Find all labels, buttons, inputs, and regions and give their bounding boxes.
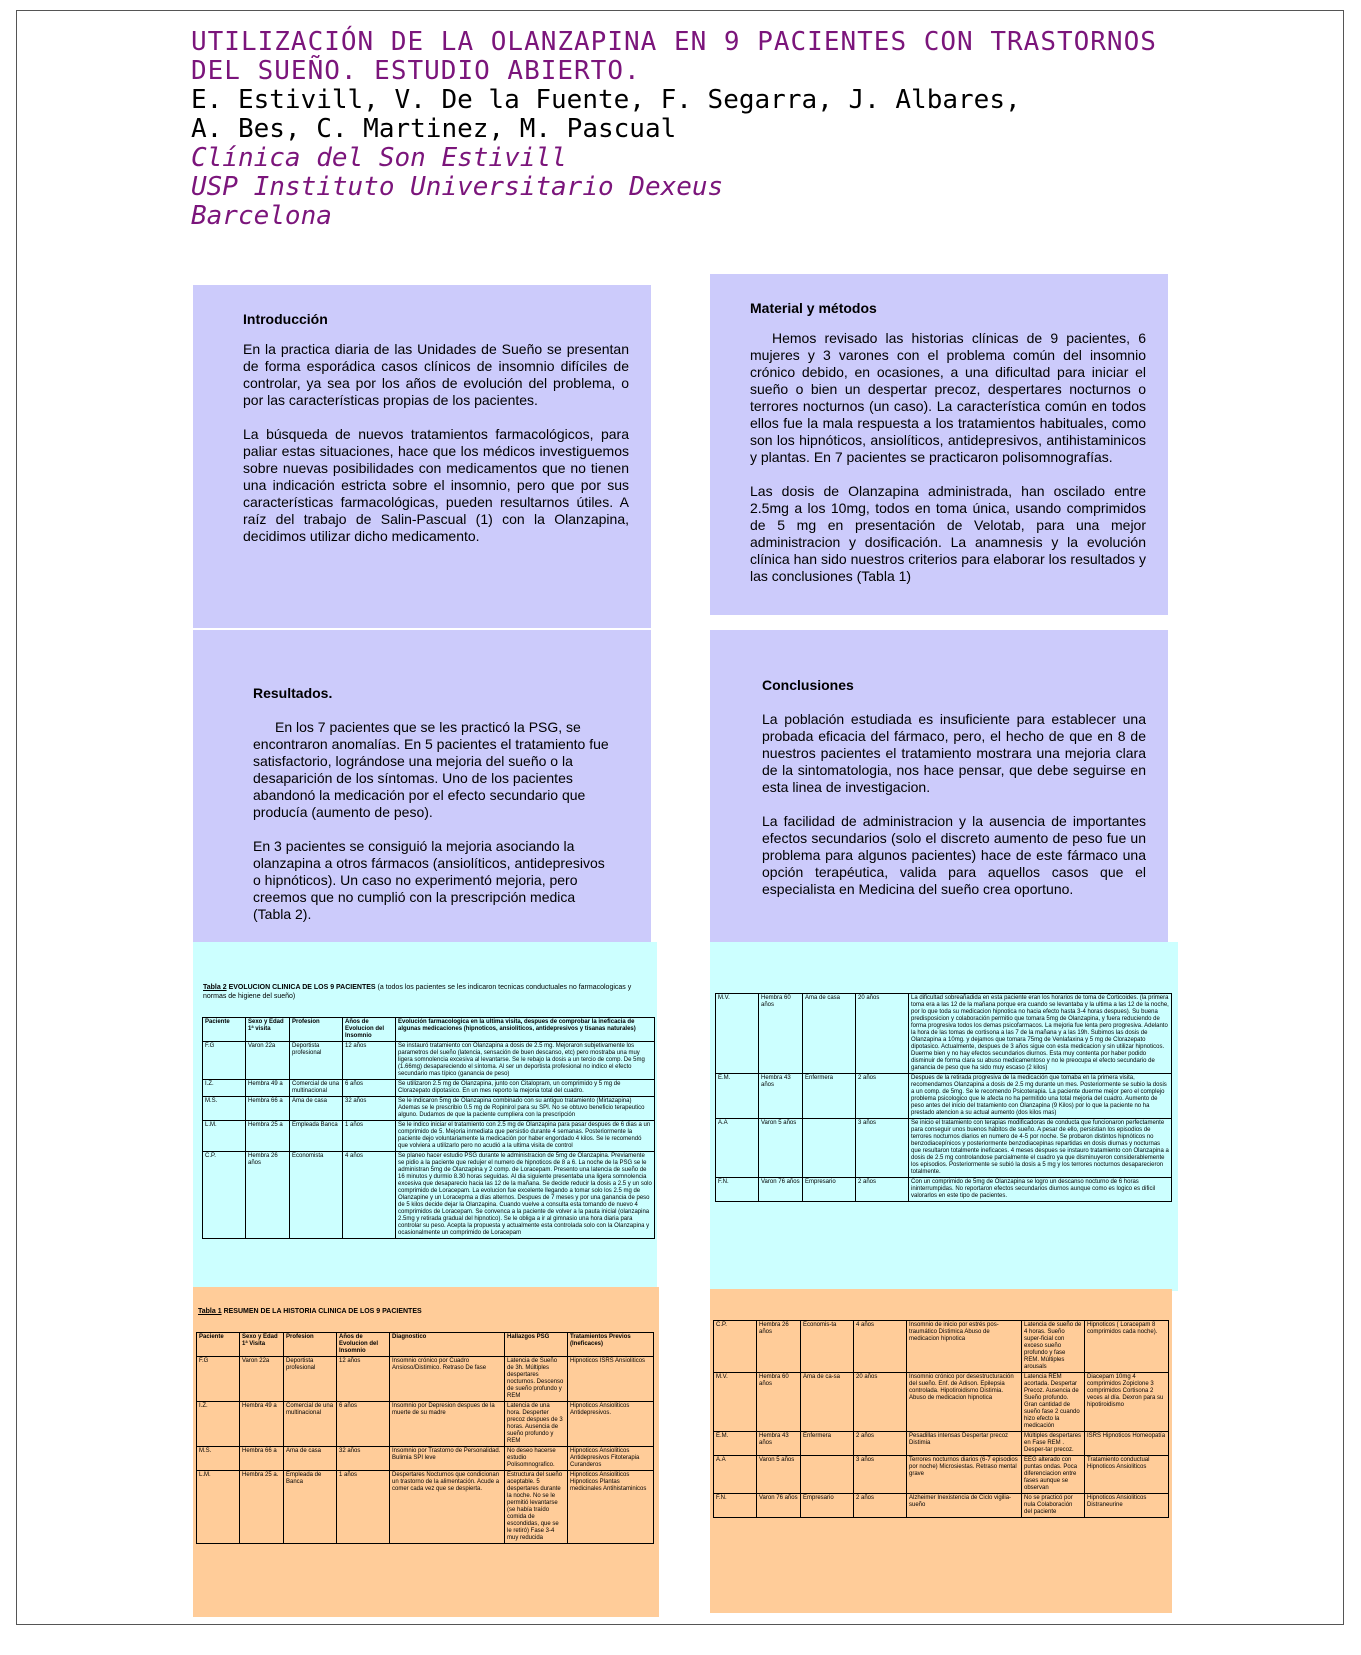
table-cell: Empleada Banca: [290, 1121, 343, 1152]
table-cell: C.P.: [714, 1321, 757, 1373]
results-box: [193, 630, 651, 942]
table-cell: F.N.: [716, 1178, 759, 1202]
table-cell: 1 años: [343, 1121, 396, 1152]
table-row: [716, 994, 1172, 1074]
tabla2-continued-body: [716, 994, 1172, 1202]
tabla1-header: Hallazgos PSG: [505, 1333, 568, 1357]
tabla2-body: [203, 1042, 655, 1239]
table-cell: 3 años: [854, 1456, 907, 1494]
table-cell: M.S.: [203, 1097, 246, 1121]
table-row: [203, 1152, 655, 1239]
methods-p1: Hemos revisado las historias clínicas de 9 pacientes, 6 mujeres y 3 varones con el problema común del insomnio crónico debido, en ocasiones, a una dificultad para iniciar el sueño o bien un despertar precoz, despertares nocturnos o terrores nocturnos (un caso). La característica común en todos ellos fue la mala respuesta a los tratamientos habituales, como son los hipnóticos, ansiolíticos, antidepresivos, antihistaminicos y plantas. En 7 pacientes se practicaron polisomnografías.: [750, 330, 1146, 465]
table-cell: ISRS Hipnoticos Homeopatía: [1085, 1432, 1169, 1456]
table-cell: F.N.: [714, 1494, 757, 1518]
table-cell: E.M.: [716, 1074, 759, 1119]
table-cell: Insomnio de inicio por estrés pos-traumático Distimica Abuso de medicacion hipnotica: [907, 1321, 1022, 1373]
table-cell: Hipnoticos ISRS Ansioliticos: [568, 1357, 654, 1402]
table-cell: Empresario: [803, 1178, 856, 1202]
table-cell: 4 años: [343, 1152, 396, 1239]
table-cell: Hipnoticos Ansioliticos Antidepresivos Fitoterapia Curanderos: [568, 1447, 654, 1471]
table-cell: Latencia de Sueño de 3h. Múltiples despertares nocturnos. Descenso de sueño profundo y REM: [505, 1357, 568, 1402]
table-cell: Se instauró tratamiento con Olanzapina a dosis de 2.5 mg. Mejoraron subjetivamente los parametros del sueño (latencia, sensación de buen descanso, etc) pero mostraba una muy ligera somnolencia excesiva al levantarse. Se le rebajo la dosis a un tercio de comp. De 5mg (1.66mg) desapareciendo el síntoma. Al ser un deportista profesional no indico el efecto secundario mas típico (ganancia de peso): [396, 1042, 655, 1080]
table-cell: Ama de ca-sa: [801, 1373, 854, 1432]
institution-1: Clínica del Son Estivill: [191, 143, 567, 173]
table-cell: Hembra 60 años: [759, 994, 803, 1074]
conclusions-p2: La facilidad de administracion y la ausencia de importantes efectos secundarios (solo el discreto aumento de peso fue un problema para algunos pacientes) hace de este fármaco una opción terapéutica, valida para aquellos casos que el especialista en Medicina del sueño crea oportuno.: [762, 813, 1146, 897]
table-cell: A.A: [714, 1456, 757, 1494]
table-cell: Ama de casa: [290, 1097, 343, 1121]
table-cell: Hembra 60 años: [757, 1373, 801, 1432]
table-cell: Comercial de una multinacional: [290, 1080, 343, 1097]
table-cell: Hembra 66 a: [246, 1097, 290, 1121]
table-cell: Insomnio por Depresion despues de la muerte de su madre: [390, 1402, 505, 1447]
tabla1-header: Sexo y Edad 1ª Visita: [240, 1333, 284, 1357]
table-cell: 20 años: [854, 1373, 907, 1432]
table-row: [197, 1402, 654, 1447]
results-p1: En los 7 pacientes que se les practicó la PSG, se encontraron anomalías. En 5 pacientes el tratamiento fue satisfactorio, lográndose una mejoria del sueño o la desaparición de los síntomas. Uno de los pacientes abandonó la medicación por el efecto secundario que producía (aumento de peso).: [253, 719, 609, 820]
results-heading: Resultados.: [253, 685, 333, 701]
tabla2-note: (a todos los pacientes se les indicaron tecnicas conductuales no farmacologicas y normas de higiene del sueño): [203, 984, 632, 1000]
table-cell: Hipnoticos Ansioliticos Hipnoticos Plantas medicinales Antihistaminicos: [568, 1471, 654, 1544]
tabla1-header: Profesion: [284, 1333, 337, 1357]
conclusions-p1: La población estudiada es insuficiente para establecer una probada eficacia del fármaco, pero, el hecho de que en 8 de nuestros pacientes el tratamiento mostrara una mejoria clara de la sintomatologia, nos hace pensar, que debe seguirse en esta linea de investigacion.: [762, 711, 1146, 795]
table-cell: Ama de casa: [284, 1447, 337, 1471]
table-row: [203, 1042, 655, 1080]
methods-p2: Las dosis de Olanzapina administrada, han oscilado entre 2.5mg a los 10mg, todos en toma única, usando comprimidos de 5 mg en presentación de Velotab, para una mejor administracion y dosificación. La anamnesis y la evolución clínica han sido nuestros criterios para elaborar los resultados y las conclusiones (Tabla 1): [750, 483, 1146, 584]
table-cell: [801, 1456, 854, 1494]
table-cell: Insomnio por Trastorno de Personalidad. Bulimia SPI leve: [390, 1447, 505, 1471]
table-cell: Economista: [290, 1152, 343, 1239]
table-row: [714, 1321, 1169, 1373]
table-cell: Economis-ta: [801, 1321, 854, 1373]
poster-header: [191, 28, 1157, 231]
table-cell: EEG alterado con puntas ondas. Poca diferenciacion entre fases aunque se observan: [1022, 1456, 1085, 1494]
table-cell: 6 años: [337, 1402, 390, 1447]
table-cell: 20 años: [856, 994, 909, 1074]
table-cell: I.Z.: [203, 1080, 246, 1097]
table-cell: Varon 22a: [246, 1042, 290, 1080]
table-row: [716, 1119, 1172, 1178]
table-cell: Hembra 66 a: [240, 1447, 284, 1471]
table-cell: Hipnoticos Ansioliticos Antidepresivos.: [568, 1402, 654, 1447]
table-cell: Múltiples despertares en Fase REM . Desper-tar precoz.: [1022, 1432, 1085, 1456]
table-row: [716, 1074, 1172, 1119]
table-cell: 32 años: [337, 1447, 390, 1471]
authors-line-1: E. Estivill, V. De la Fuente, F. Segarra, J. Albares,: [191, 85, 1021, 115]
table-row: [203, 1080, 655, 1097]
table-cell: F.G: [197, 1357, 240, 1402]
table-cell: M.S.: [197, 1447, 240, 1471]
tabla2-header: Años de Evolucion del Insomnio: [343, 1018, 396, 1042]
table-cell: Deportista profesional: [284, 1357, 337, 1402]
tabla2-caption: [203, 983, 655, 1001]
table-cell: Estructura del sueño aceptable. 5 despertares durante la noche. No se le permitió levantarse (se había traído comida de escondidas, que se le retiró) Fase 3-4 muy reducida: [505, 1471, 568, 1544]
table-cell: Terrores nocturnos diarios (6-7 episodios por noche) Microsiestas. Retraso mental grave: [907, 1456, 1022, 1494]
table-cell: Con un comprimido de 5mg de Olanzapina se logro un descanso nocturno de 6 horas ininterrumpidas. No reportaron efectos secundarios diurnos aunque como es logico es dificil valorarlos en este tipo de pacientes.: [909, 1178, 1172, 1202]
table-cell: A.A: [716, 1119, 759, 1178]
institution-3: Barcelona: [191, 201, 332, 231]
table-cell: Insomnio crónico por desestructuración del sueño. Enf. de Adison. Epilepsia controlada. Hipotiroidismo Distimia. Abuso de medicacion hipnotica: [907, 1373, 1022, 1432]
table-cell: L.M.: [203, 1121, 246, 1152]
table-cell: [803, 1119, 856, 1178]
tabla1-continued-body: [714, 1321, 1169, 1518]
table-cell: Varon 5 años: [759, 1119, 803, 1178]
methods-box: [710, 274, 1168, 615]
table-cell: 2 años: [856, 1178, 909, 1202]
table-row: [716, 1178, 1172, 1202]
table-cell: Hipnoticos Ansioliticos Distraneurine: [1085, 1494, 1169, 1518]
tabla1-caption: [198, 1307, 648, 1316]
intro-p1: En la practica diaria de las Unidades de Sueño se presentan de forma esporádica casos clínicos de insomnio difíciles de controlar, ya sea por los años de evolución del problema, o por las características propias de los pacientes.: [243, 341, 629, 408]
table-cell: Hembra 26 años: [246, 1152, 290, 1239]
tabla1-continued-table: [713, 1320, 1169, 1518]
tabla2-continued-table: [715, 993, 1172, 1202]
table-cell: Hipnoticos ( Loracepam 8 comprimidos cada noche).: [1085, 1321, 1169, 1373]
table-cell: Latencia de sueño de 4 horas. Sueño super-ficial con exceso sueño profundo y fase REM. Múltiples arousals: [1022, 1321, 1085, 1373]
table-cell: Deportista profesional: [290, 1042, 343, 1080]
tabla2-header: Evolución farmacologica en la ultima visita, despues de comprobar la ineficacia de algunas medicaciones (hipnoticos, ansioliticos, antidepresivos y tisanas naturales): [396, 1018, 655, 1042]
table-cell: 4 años: [854, 1321, 907, 1373]
table-cell: Varon 76 años: [759, 1178, 803, 1202]
tabla2-header: Paciente: [203, 1018, 246, 1042]
tabla2-header: Sexo y Edad 1ª visita: [246, 1018, 290, 1042]
table-cell: Enfermera: [801, 1432, 854, 1456]
tabla2-title: EVOLUCION CLINICA DE LOS 9 PACIENTES: [228, 984, 376, 991]
table-cell: No se practicó por nula Colaboración del paciente: [1022, 1494, 1085, 1518]
table-cell: Tratamiento conductual Hipnoticos Ansioliticos: [1085, 1456, 1169, 1494]
table-row: [714, 1494, 1169, 1518]
tabla1-label: Tabla 1: [198, 1308, 222, 1315]
tabla1-title: RESUMEN DE LA HISTORIA CLINICA DE LOS 9 PACIENTES: [223, 1308, 422, 1315]
tabla2-label: Tabla 2: [203, 984, 227, 991]
table-cell: Varon 5 años: [757, 1456, 801, 1494]
table-cell: Se planeo hacer estudio PSG durante le administracion de 5mg de Olanzapina. Previamente se pidio a la paciente que redujer el numero de hipnoticos de 8 a 6. La noche de la PSG se le administran 5mg de Olanzapina y 2 comp. de Loracepam. Presento una latencia de sueño de 16 minutos y durmio 8.30 horas seguidas. Al dia siguiente presentaba una ligera somnolencia excesiva que desaparecio hacia las 12 de la mañana. Se decide reducir la dosis a 2.5 y un solo comprimido de Loracepam. La evolucion fue excelente llegando a tomar solo los 2.5 mg de Olanzapine y un Loracepma a días alternos. Despues de 7 meses y por una ganancia de peso de 5 kilos decide dejar la Olanzapina. Cuando vuelve a consulta esta tomando de nuevo 4 comprimidos de Loracepam. Se convenca a la paciente de volver a la pauta inicial (olanzapina 2.5mg y retirada gradual del hipnotico). Se le obliga a ir al gimnasio una hora diaria para controlar su peso. Acepta la propuesta y actualmente esta controlada solo con la Olanzapina y ocasionalmente un comprimido de Loracepam: [396, 1152, 655, 1239]
table-cell: Varon 76 años: [757, 1494, 801, 1518]
table-cell: Hembra 49 a: [240, 1402, 284, 1447]
tabla2-header-row: [203, 1018, 655, 1042]
methods-heading: Material y métodos: [750, 300, 877, 316]
conclusions-heading: Conclusiones: [762, 677, 854, 693]
intro-p2: La búsqueda de nuevos tratamientos farmacológicos, para paliar estas situaciones, hace que los médicos investiguemos sobre nuevas posibilidades con medicamentos que no tienen una indicación estricta sobre el insomnio, pero que por sus características farmacológicas, pueden resultarnos útiles. A raíz del trabajo de Salin-Pascual (1) con la Olanzapina, decidimos utilizar dicho medicamento.: [243, 426, 629, 544]
table-cell: Ama de casa: [803, 994, 856, 1074]
table-cell: E.M.: [714, 1432, 757, 1456]
table-row: [714, 1432, 1169, 1456]
tabla1-table: [196, 1332, 654, 1544]
table-cell: M.V.: [716, 994, 759, 1074]
table-cell: Empleada de Banca: [284, 1471, 337, 1544]
table-cell: Despertares Nocturnos que condicionan un trastorno de la alimentación. Acude a comer cada vez que se despierta.: [390, 1471, 505, 1544]
tabla1-header: Diagnostico: [390, 1333, 505, 1357]
table-cell: Pesadillas intensas Despertar precoz Distimia: [907, 1432, 1022, 1456]
institution-2: USP Instituto Universitario Dexeus: [191, 172, 724, 202]
conclusions-box: [710, 630, 1168, 942]
results-p2: En 3 pacientes se consiguió la mejoria asociando la olanzapina a otros fármacos (ansiolíticos, antidepresivos o hipnóticos). Un caso no experimentó mejoria, pero creemos que no cumplió con la prescripción medica (Tabla 2).: [253, 838, 605, 922]
table-row: [714, 1456, 1169, 1494]
table-cell: 2 años: [856, 1074, 909, 1119]
table-cell: Latencia de una hora. Desperter precoz despues de 3 horas. Ausencia de sueño profundo y REM: [505, 1402, 568, 1447]
table-cell: 6 años: [343, 1080, 396, 1097]
tabla1-header-row: [197, 1333, 654, 1357]
tabla2-table: [202, 1017, 655, 1239]
table-cell: Insomnio crónico por Cuadro Ansioso/Distimico. Retraso De fase: [390, 1357, 505, 1402]
table-cell: Hembra 43 años: [757, 1432, 801, 1456]
table-row: [714, 1373, 1169, 1432]
table-cell: 12 años: [343, 1042, 396, 1080]
table-cell: Se inicio el tratamiento con terapias modificadoras de conducta que funcionaron perfectamente para conseguir unos buenos hábitos de sueño. A pesar de ello, persistian los episodios de terrores nocturnos diarios en numero de 4-5 por noche. Se probaron distintos hipnóticos no benzodiacepínicos y posteriormente benzodiacepinas repartidas en dosis diurnas y nocturnas que resultaron totalmente ineficaces. 4 meses despues se instauro tratamiento con Olanzapina a dosis de 2.5 mg controlandose parcialmente el cuadro ya que disminuyeron considerablemente los episodios. Posteriormente se subió la dosis a 5 mg y los terrores nocturnos desaparecieron totalmente.: [909, 1119, 1172, 1178]
table-cell: Se le indico iniciar el tratamiento con 2.5 mg de Olanzapina para pasar despues de 6 dias a un comprimido de 5. Mejoria inmediata que persistio durante 4 semanas. Posteriormente la paciente dejo voluntariamente la medicación por haber engordado 4 kilos. Se le recomendó que volviera a utilizarlo pero no acudió a la ultima visita de control: [396, 1121, 655, 1152]
title-line-2: DEL SUEÑO. ESTUDIO ABIERTO.: [191, 56, 641, 86]
table-cell: Varon 22a: [240, 1357, 284, 1402]
table-cell: Hembra 25 a.: [240, 1471, 284, 1544]
table-cell: No deseo hacerse estudio Polisomnografico.: [505, 1447, 568, 1471]
table-cell: Se utilizaron 2.5 mg de Olanzapina, junto con Citalopram, un comprimido y 5 mg de Clorazepato dipotasico. En un mes reporto la mejoria total del cuadro.: [396, 1080, 655, 1097]
table-row: [203, 1121, 655, 1152]
table-cell: Alzheimer Inexistencia de Ciclo vigilia-sueño: [907, 1494, 1022, 1518]
table-cell: 2 años: [854, 1432, 907, 1456]
table-cell: Enfermera: [803, 1074, 856, 1119]
table-cell: Hembra 43 años: [759, 1074, 803, 1119]
table-cell: Hembra 25 a: [246, 1121, 290, 1152]
intro-box: [193, 285, 651, 628]
table-cell: Despues de la retirada progresiva de la medicación que tomaba en la primera visita, recomendamos Olanzapina a dosis de 2.5 mg durante un mes. Posteriormente se subio la dosis a un comp. de 5mg. Se le recomendo Psicoterapia. La paciente duerme mejor pero el complejo problema psicologico que le afecta no ha permitido una total mejoria del cuadro. Aumento de peso antes del inicio del tratamiento con Olanzapina (9 Kilos) por lo que la paciente no ha prestado atencion a su actual aumento (dos kilos mas): [909, 1074, 1172, 1119]
table-cell: Empresario: [801, 1494, 854, 1518]
table-cell: La dificultad sobreañadida en esta paciente eran los horarios de toma de Corticoides. (la primera toma era a las 12 de la mañana porque era cuando se levantaba y la ultima a las 12 de la noche, por lo que toda su medicacion hipnotica no hacia efecto hasta 3-4 horas despues). Su buena predisposicion y colaboración permitio que tomara 5mg de Olanzapina, y fuera reduciendo de forma progresiva todos los demas psicofarmacos. La mejoria fue lenta pero progresiva. Adelanto la hora de las tomas de cortisona a las 7 de la mañana y a las 19h. Subimos las dosis de Olanzapina a 10mg. y dejamos que tomara 75mg de Venlafaxina y 5 mg de Clorazepato dipotasico. Actualmente, despues de 3 años sigue con esta medicacion y sin utilizar hipnoticos. Duerme bien y no hay efectos secundarios diurnos. Esta muy contenta por haber podido disminuir de forma clara su abuso medicamentoso y no le preocupa el efecto secundario de ganancia de peso que ha sido muy escaso (2 kilos): [909, 994, 1172, 1074]
table-row: [203, 1097, 655, 1121]
table-row: [197, 1471, 654, 1544]
tabla2-header: Profesion: [290, 1018, 343, 1042]
tabla1-header: Paciente: [197, 1333, 240, 1357]
tabla1-header: Tratamientos Previos (Ineficaces): [568, 1333, 654, 1357]
table-row: [197, 1357, 654, 1402]
tabla1-header: Años de Evolucion del Insomnio: [337, 1333, 390, 1357]
table-cell: Comercial de una multinacional: [284, 1402, 337, 1447]
table-cell: F.G: [203, 1042, 246, 1080]
table-cell: M.V.: [714, 1373, 757, 1432]
table-cell: 32 años: [343, 1097, 396, 1121]
table-cell: C.P.: [203, 1152, 246, 1239]
table-cell: Diacepam 10mg 4 comprimidos Zopiclone 3 comprimidos Cortisona 2 veces al día. Dexron para su hipotiroidismo: [1085, 1373, 1169, 1432]
table-cell: Hembra 26 años: [757, 1321, 801, 1373]
table-cell: 1 años: [337, 1471, 390, 1544]
table-cell: 2 años: [854, 1494, 907, 1518]
title-line-1: UTILIZACIÓN DE LA OLANZAPINA EN 9 PACIENTES CON TRASTORNOS: [191, 27, 1157, 57]
table-row: [197, 1447, 654, 1471]
table-cell: Hembra 49 a: [246, 1080, 290, 1097]
table-cell: Latencia REM acortada. Despertar Precoz. Ausencia de Sueño profundo. Gran cantidad de sueño fase 2 cuando hizo efecto la medicación: [1022, 1373, 1085, 1432]
tabla1-body: [197, 1357, 654, 1544]
authors-line-2: A. Bes, C. Martinez, M. Pascual: [191, 114, 677, 144]
table-cell: L.M.: [197, 1471, 240, 1544]
table-cell: I.Z.: [197, 1402, 240, 1447]
table-cell: Se le indicaron 5mg de Olanzapina combinado con su antiguo tratamiento (Mirtazapina) Ademas se le prescribio 0.5 mg de Ropinirol para su SPI. No se obtuvo beneficio terapeutico alguno. Dudamos de que la paciente cumpliera con la prescripción: [396, 1097, 655, 1121]
table-cell: 3 años: [856, 1119, 909, 1178]
table-cell: 12 años: [337, 1357, 390, 1402]
intro-heading: Introducción: [243, 311, 328, 327]
